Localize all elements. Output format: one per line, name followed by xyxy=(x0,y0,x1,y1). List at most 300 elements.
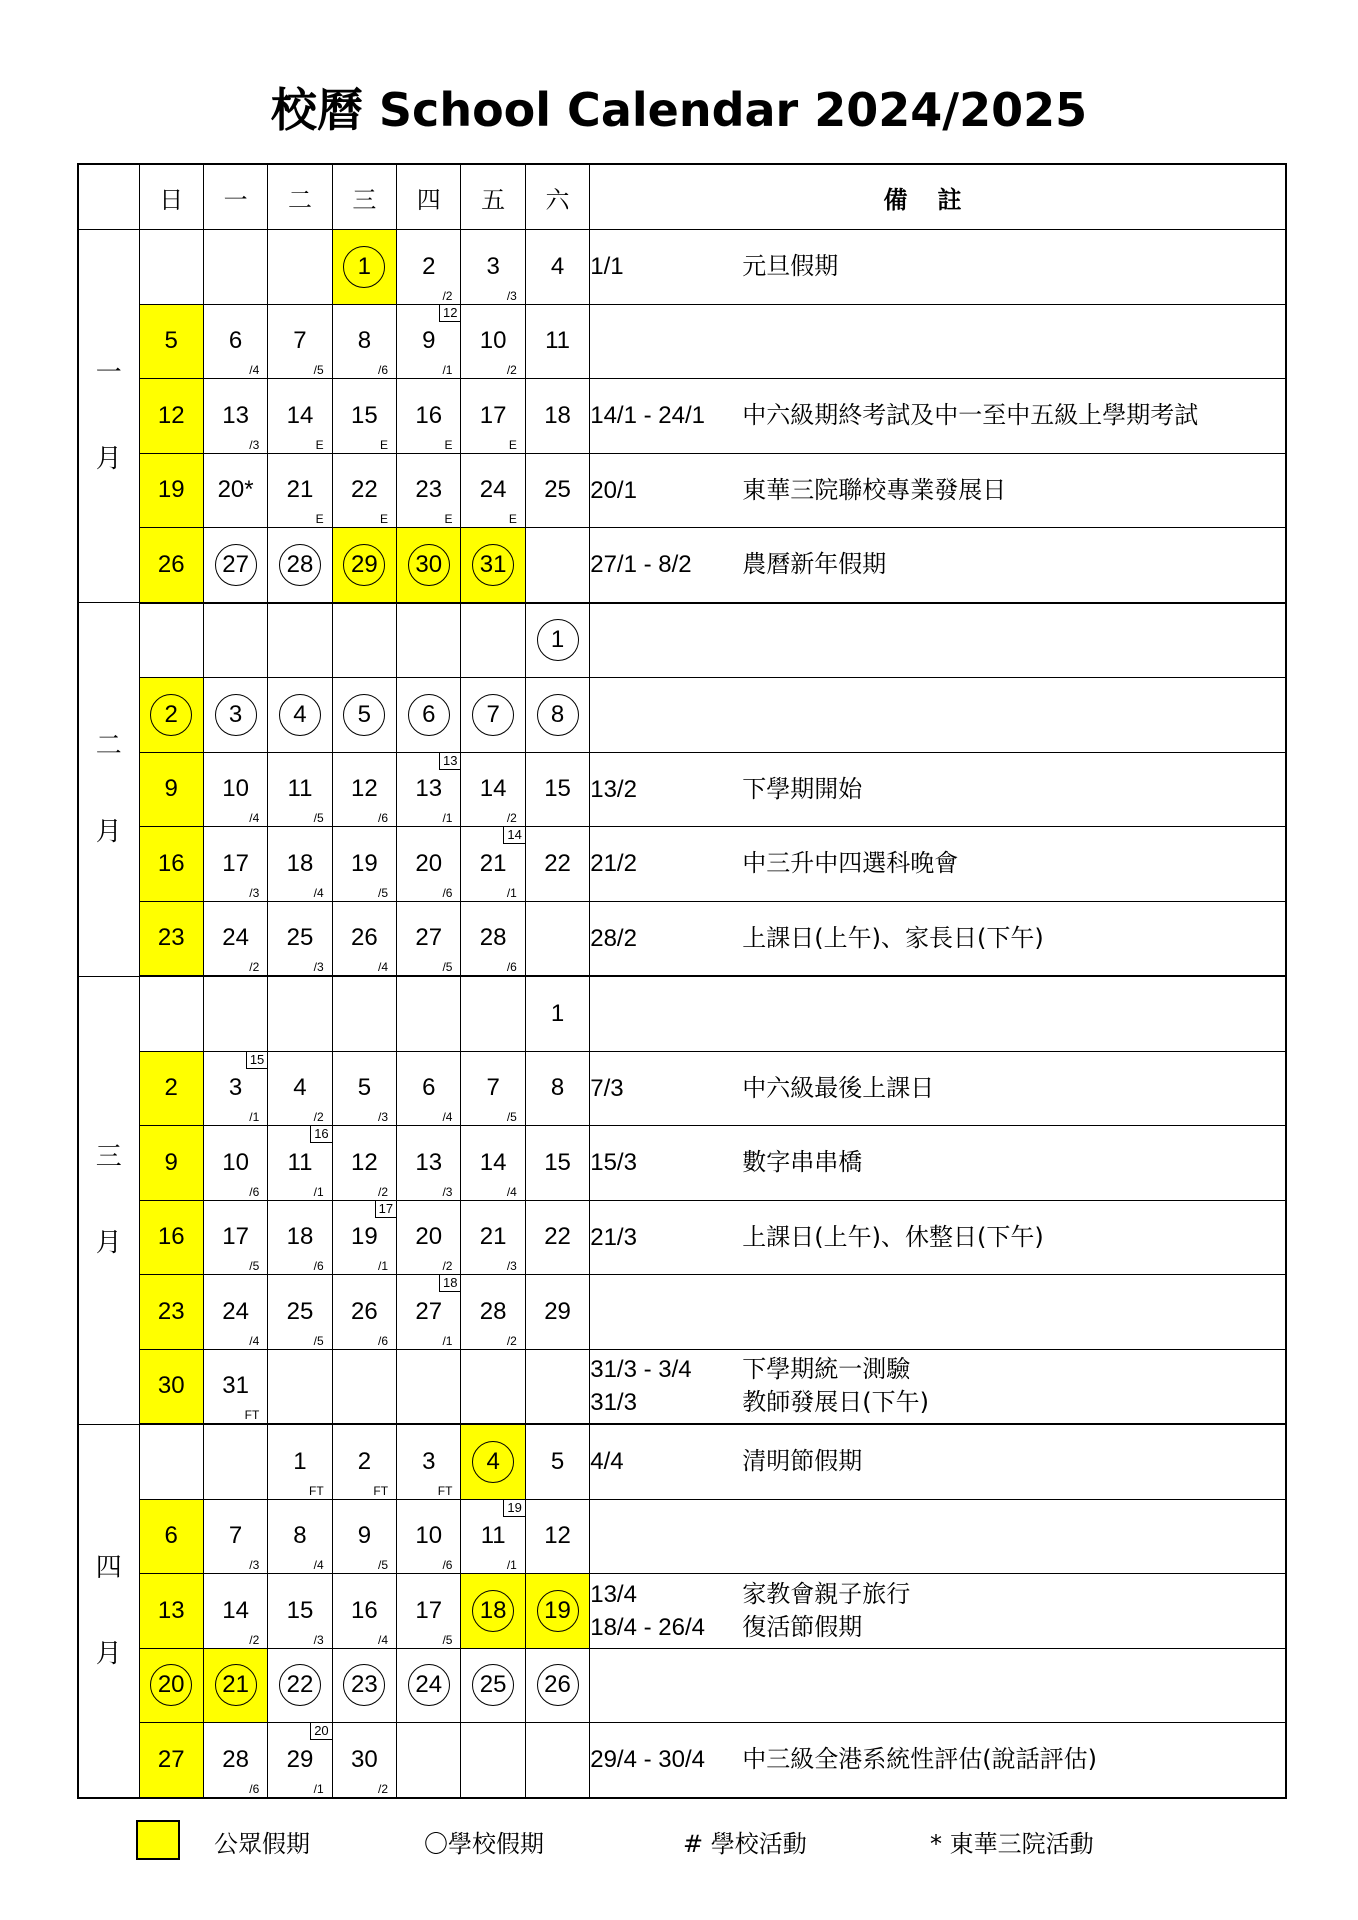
week-row xyxy=(78,1126,1286,1201)
school-holiday-day-number: 6 xyxy=(408,694,450,736)
school-holiday-day-number: 7 xyxy=(472,694,514,736)
day-cell xyxy=(268,1275,332,1350)
notes-cell xyxy=(590,1574,1286,1649)
month-label-char: 月 xyxy=(95,444,122,474)
notes-cell xyxy=(590,528,1286,603)
day-number: 28 xyxy=(479,1297,507,1325)
day-cell xyxy=(139,827,203,902)
cycle-day-label: /6 xyxy=(313,1259,324,1273)
day-cell xyxy=(332,1499,396,1574)
note-entry xyxy=(590,1611,1285,1644)
day-number: 1 xyxy=(293,1447,307,1475)
month-label-char: 二 xyxy=(95,731,122,762)
note-date: 13/2 xyxy=(590,775,637,803)
day-number: 15 xyxy=(544,1148,571,1176)
empty-day-cell xyxy=(397,1723,461,1798)
day-number: 9 xyxy=(422,327,436,355)
cycle-day-label: /5 xyxy=(442,960,453,974)
day-cell xyxy=(332,304,396,379)
empty-day-cell xyxy=(268,976,332,1051)
day-cell xyxy=(268,379,332,454)
cycle-day-label: /5 xyxy=(506,1110,517,1124)
day-cell xyxy=(461,528,525,603)
empty-day-cell xyxy=(397,1349,461,1424)
day-cell xyxy=(461,230,525,305)
empty-day-cell xyxy=(397,976,461,1051)
school-holiday-day-number: 1 xyxy=(343,246,385,288)
day-cell xyxy=(203,1126,267,1201)
week-row xyxy=(78,1499,1286,1574)
legend-school-holiday: 〇學校假期 xyxy=(424,1830,544,1858)
day-number: 4 xyxy=(550,252,565,280)
note-date: 31/3 - 3/4 xyxy=(590,1356,692,1384)
school-holiday-day-number: 23 xyxy=(343,1664,385,1706)
calendar-table xyxy=(77,163,1287,1799)
day-number: 17 xyxy=(415,1596,443,1624)
day-cell xyxy=(332,678,396,753)
exam-marker: E xyxy=(508,437,517,452)
empty-day-cell xyxy=(525,528,589,603)
day-number: 14 xyxy=(222,1596,249,1624)
weekday-header-thu: 四 xyxy=(397,164,461,230)
day-cell xyxy=(525,453,589,528)
test-marker: FT xyxy=(244,1408,260,1422)
day-number: 13 xyxy=(415,775,443,803)
month-label-char: 一 xyxy=(95,358,122,388)
day-number: 6 xyxy=(164,1522,178,1550)
school-holiday-day-number: 29 xyxy=(343,544,385,586)
cycle-day-label: /2 xyxy=(249,960,260,974)
day-cell xyxy=(397,827,461,902)
day-number: 14 xyxy=(479,1148,507,1176)
cycle-day-label: /3 xyxy=(249,1558,260,1572)
day-number: 11 xyxy=(545,327,570,355)
day-number: 26 xyxy=(351,1297,378,1325)
note-date: 13/4 xyxy=(590,1580,637,1608)
day-cell xyxy=(332,1723,396,1798)
note-date: 28/2 xyxy=(590,924,637,952)
day-number: 15 xyxy=(351,401,378,429)
day-cell xyxy=(525,1051,589,1126)
week-row xyxy=(78,678,1286,753)
day-number: 6 xyxy=(228,327,243,355)
week-row xyxy=(78,1200,1286,1275)
exam-marker: E xyxy=(444,512,453,526)
day-cell xyxy=(268,1126,332,1201)
cycle-day-label: /5 xyxy=(378,885,389,900)
day-cell xyxy=(461,678,525,753)
exam-marker: E xyxy=(444,437,453,452)
school-holiday-day-number: 20 xyxy=(150,1664,192,1706)
note-entry xyxy=(590,1386,1285,1419)
month-label-char: 月 xyxy=(95,817,122,848)
day-cell xyxy=(268,752,332,827)
day-number: 25 xyxy=(544,476,571,504)
week-row xyxy=(78,1349,1286,1424)
day-cell xyxy=(525,1275,589,1350)
day-cell xyxy=(332,1051,396,1126)
day-cell xyxy=(139,1499,203,1574)
school-holiday-day-number: 25 xyxy=(472,1664,514,1706)
empty-day-cell xyxy=(203,976,267,1051)
day-cell xyxy=(332,1648,396,1723)
day-cell xyxy=(268,1723,332,1798)
cycle-day-label: /6 xyxy=(378,363,389,377)
day-number: 22 xyxy=(351,476,378,504)
note-text: 中六級期終考試及中一至中五級上學期考試 xyxy=(742,401,1199,430)
week-row xyxy=(78,379,1286,454)
day-number: 21 xyxy=(479,849,507,877)
day-number: 19 xyxy=(351,1223,378,1251)
week-row xyxy=(78,453,1286,528)
empty-day-cell xyxy=(203,230,267,305)
day-cell xyxy=(203,1723,267,1798)
cycle-day-label: /1 xyxy=(378,1259,389,1273)
legend-twgh-activity: * 東華三院活動 xyxy=(930,1830,1094,1858)
cycle-day-label: /6 xyxy=(442,1558,453,1572)
cycle-day-label: /3 xyxy=(249,437,260,452)
note-entry xyxy=(590,399,1285,432)
day-number: 10 xyxy=(222,1148,249,1176)
cycle-day-label: /5 xyxy=(313,811,324,825)
day-number: 16 xyxy=(415,401,443,429)
month-label xyxy=(78,1424,139,1798)
cycle-day-label: /1 xyxy=(442,1333,453,1348)
notes-header: 備註 xyxy=(590,164,1286,230)
notes-cell xyxy=(590,1648,1286,1723)
day-cell xyxy=(397,1275,461,1350)
day-number: 17 xyxy=(479,401,507,429)
notes-cell xyxy=(590,827,1286,902)
note-entry xyxy=(590,922,1285,955)
note-entry xyxy=(590,1146,1285,1179)
day-cell xyxy=(268,528,332,603)
note-text: 中三升中四選科晚會 xyxy=(742,849,959,878)
school-holiday-day-number: 18 xyxy=(472,1590,514,1632)
cycle-day-label: /5 xyxy=(442,1632,453,1647)
note-entry xyxy=(590,847,1285,880)
weekday-header-tue: 二 xyxy=(268,164,332,230)
school-holiday-day-number: 4 xyxy=(472,1441,514,1483)
month-header-cell xyxy=(78,164,139,230)
day-cell xyxy=(203,1499,267,1574)
day-cell xyxy=(139,1349,203,1424)
day-cell xyxy=(268,304,332,379)
day-cell xyxy=(268,1648,332,1723)
note-entry xyxy=(590,1743,1285,1776)
empty-day-cell xyxy=(332,1349,396,1424)
school-holiday-day-number: 27 xyxy=(215,544,257,586)
month-label-char: 三 xyxy=(95,1142,122,1172)
day-number: 18 xyxy=(286,849,314,877)
cycle-day-label: /4 xyxy=(313,885,324,900)
day-cell xyxy=(397,304,461,379)
note-entry xyxy=(590,250,1285,283)
day-cell xyxy=(525,1499,589,1574)
day-cell xyxy=(268,901,332,976)
week-row xyxy=(78,304,1286,379)
cycle-day-label: /3 xyxy=(442,1184,453,1199)
day-cell xyxy=(139,1051,203,1126)
notes-cell xyxy=(590,1499,1286,1574)
weekday-header-sat: 六 xyxy=(525,164,589,230)
cycle-day-label: /6 xyxy=(442,885,453,900)
month-label-char: 月 xyxy=(95,1638,122,1669)
cycle-day-label: /2 xyxy=(442,1259,453,1273)
week-row xyxy=(78,1574,1286,1649)
cycle-number-box: 15 xyxy=(246,1052,267,1069)
day-number: 28 xyxy=(222,1745,249,1773)
day-cell xyxy=(332,528,396,603)
day-number: 23 xyxy=(415,476,443,504)
day-number: 23 xyxy=(157,924,185,952)
day-number: 1 xyxy=(550,999,565,1027)
day-cell xyxy=(525,976,589,1051)
day-cell xyxy=(203,678,267,753)
day-number: 9 xyxy=(164,775,178,803)
day-number: 19 xyxy=(157,476,185,504)
day-cell xyxy=(397,453,461,528)
note-text: 數字串串橋 xyxy=(742,1148,863,1177)
day-number: 24 xyxy=(222,924,249,952)
empty-day-cell xyxy=(139,603,203,678)
day-cell xyxy=(397,1200,461,1275)
cycle-day-label: /5 xyxy=(249,1259,260,1273)
day-number: 11 xyxy=(287,775,313,803)
note-date: 15/3 xyxy=(590,1149,637,1177)
note-date: 14/1 - 24/1 xyxy=(590,402,705,430)
cycle-day-label: /4 xyxy=(506,1184,517,1199)
day-number: 6 xyxy=(422,1074,436,1102)
cycle-day-label: /6 xyxy=(249,1184,260,1199)
note-date: 27/1 - 8/2 xyxy=(590,551,692,579)
day-number: 3 xyxy=(422,1447,436,1475)
day-number: 15 xyxy=(286,1596,314,1624)
day-number: 12 xyxy=(157,401,185,429)
notes-cell xyxy=(590,1349,1286,1424)
month-label-char: 月 xyxy=(95,1228,122,1258)
day-cell xyxy=(268,1574,332,1649)
cycle-day-label: /4 xyxy=(378,960,389,974)
day-cell xyxy=(332,827,396,902)
day-cell xyxy=(525,230,589,305)
exam-marker: E xyxy=(315,437,324,452)
day-cell xyxy=(461,379,525,454)
day-cell xyxy=(139,453,203,528)
day-cell xyxy=(525,678,589,753)
day-cell xyxy=(203,1349,267,1424)
empty-day-cell xyxy=(203,603,267,678)
day-cell xyxy=(332,901,396,976)
empty-day-cell xyxy=(332,603,396,678)
day-cell xyxy=(461,1574,525,1649)
note-date: 7/3 xyxy=(590,1074,624,1102)
exam-marker: E xyxy=(380,437,389,452)
cycle-day-label: /2 xyxy=(249,1632,260,1647)
notes-cell xyxy=(590,1051,1286,1126)
notes-cell xyxy=(590,230,1286,305)
notes-cell xyxy=(590,976,1286,1051)
day-cell xyxy=(332,230,396,305)
note-text: 元旦假期 xyxy=(742,252,839,281)
day-number: 14 xyxy=(479,775,507,803)
note-text: 下學期開始 xyxy=(742,774,863,803)
month-label xyxy=(78,603,139,977)
note-entry xyxy=(590,548,1285,581)
cycle-day-label: /3 xyxy=(506,1259,517,1273)
cycle-day-label: /1 xyxy=(313,1184,324,1199)
notes-cell xyxy=(590,901,1286,976)
week-row xyxy=(78,976,1286,1051)
day-cell xyxy=(525,1126,589,1201)
note-text: 農曆新年假期 xyxy=(742,550,887,579)
day-number: 27 xyxy=(157,1745,185,1773)
day-cell xyxy=(397,379,461,454)
notes-cell xyxy=(590,1200,1286,1275)
day-number: 26 xyxy=(157,550,185,578)
cycle-day-label: /6 xyxy=(506,960,517,974)
week-row xyxy=(78,528,1286,603)
note-entry xyxy=(590,773,1285,806)
note-text: 東華三院聯校專業發展日 xyxy=(742,475,1007,504)
day-cell xyxy=(203,1200,267,1275)
day-cell xyxy=(203,752,267,827)
month-label xyxy=(78,230,139,603)
note-date: 1/1 xyxy=(590,253,624,281)
notes-cell xyxy=(590,1723,1286,1798)
day-number: 13 xyxy=(415,1148,443,1176)
cycle-day-label: /3 xyxy=(313,960,324,974)
day-cell xyxy=(139,1126,203,1201)
day-cell xyxy=(525,752,589,827)
day-cell xyxy=(203,1648,267,1723)
week-row xyxy=(78,1723,1286,1798)
day-number: 22 xyxy=(544,1223,571,1251)
day-number: 5 xyxy=(550,1447,565,1475)
exam-marker: E xyxy=(508,512,517,526)
day-number: 13 xyxy=(157,1596,185,1624)
empty-day-cell xyxy=(461,1723,525,1798)
day-cell xyxy=(203,901,267,976)
cycle-day-label: /3 xyxy=(313,1632,324,1647)
day-cell xyxy=(332,379,396,454)
note-text: 復活節假期 xyxy=(742,1612,863,1641)
day-cell xyxy=(268,453,332,528)
day-cell xyxy=(525,379,589,454)
note-date: 20/1 xyxy=(590,476,637,504)
note-date: 4/4 xyxy=(590,1448,624,1476)
cycle-day-label: /2 xyxy=(378,1781,389,1796)
day-number: 15 xyxy=(544,775,571,803)
day-number: 5 xyxy=(357,1074,372,1102)
day-cell xyxy=(525,1648,589,1723)
day-number: 3 xyxy=(486,252,500,280)
school-holiday-day-number: 19 xyxy=(537,1590,579,1632)
day-cell xyxy=(139,528,203,603)
cycle-number-box: 17 xyxy=(375,1201,396,1218)
school-holiday-day-number: 4 xyxy=(279,694,321,736)
day-number: 29 xyxy=(286,1745,314,1773)
day-number: 16 xyxy=(351,1596,378,1624)
day-number: 2 xyxy=(422,252,436,280)
day-number: 12 xyxy=(351,1148,378,1176)
notes-cell xyxy=(590,379,1286,454)
day-cell xyxy=(139,752,203,827)
empty-day-cell xyxy=(268,603,332,678)
day-cell xyxy=(461,1200,525,1275)
day-cell xyxy=(203,453,267,528)
cycle-day-label: /2 xyxy=(506,811,517,825)
day-number: 20 xyxy=(415,849,443,877)
note-text: 下學期統一測驗 xyxy=(742,1355,911,1384)
day-cell xyxy=(203,827,267,902)
day-number: 27 xyxy=(415,924,443,952)
day-cell xyxy=(332,752,396,827)
page-title: 校曆 School Calendar 2024/2025 xyxy=(270,83,1088,137)
day-number: 21 xyxy=(286,476,314,504)
day-number: 30 xyxy=(157,1372,185,1400)
notes-cell xyxy=(590,752,1286,827)
weekday-header-fri: 五 xyxy=(461,164,525,230)
day-cell xyxy=(139,901,203,976)
cycle-day-label: /6 xyxy=(249,1781,260,1796)
header-row xyxy=(78,164,1286,230)
day-number: 25 xyxy=(286,924,314,952)
day-cell xyxy=(461,1126,525,1201)
notes-cell xyxy=(590,603,1286,678)
day-cell xyxy=(139,1574,203,1649)
notes-cell xyxy=(590,304,1286,379)
day-cell xyxy=(139,1200,203,1275)
week-row xyxy=(78,1051,1286,1126)
day-number: 12 xyxy=(544,1522,571,1550)
day-number: 21 xyxy=(479,1223,507,1251)
cycle-day-label: /4 xyxy=(249,363,260,377)
weekday-header-wed: 三 xyxy=(332,164,396,230)
day-number: 4 xyxy=(293,1074,307,1102)
day-cell xyxy=(397,528,461,603)
cycle-day-label: /1 xyxy=(442,363,453,377)
note-text: 中三級全港系統性評估(說話評估) xyxy=(742,1745,1097,1774)
day-cell xyxy=(203,528,267,603)
cycle-number-box: 12 xyxy=(439,305,460,322)
day-number: 12 xyxy=(351,775,378,803)
cycle-day-label: /1 xyxy=(249,1110,260,1124)
cycle-number-box: 16 xyxy=(310,1126,331,1143)
empty-day-cell xyxy=(268,1349,332,1424)
day-cell xyxy=(397,1126,461,1201)
cycle-day-label: /4 xyxy=(442,1110,453,1124)
day-number: 22 xyxy=(544,849,571,877)
day-number: 17 xyxy=(222,1223,249,1251)
day-number: 5 xyxy=(164,327,178,355)
month-label xyxy=(78,976,139,1424)
day-cell xyxy=(332,453,396,528)
note-entry xyxy=(590,1221,1285,1254)
week-row xyxy=(78,827,1286,902)
note-date: 21/3 xyxy=(590,1223,637,1251)
day-number: 27 xyxy=(415,1297,443,1325)
cycle-number-box: 20 xyxy=(310,1723,331,1740)
week-row xyxy=(78,901,1286,976)
day-number: 18 xyxy=(544,401,571,429)
day-number: 18 xyxy=(286,1223,314,1251)
day-cell xyxy=(332,1126,396,1201)
day-cell xyxy=(139,1648,203,1723)
week-row xyxy=(78,1648,1286,1723)
day-number: 10 xyxy=(415,1522,443,1550)
day-cell xyxy=(461,1499,525,1574)
